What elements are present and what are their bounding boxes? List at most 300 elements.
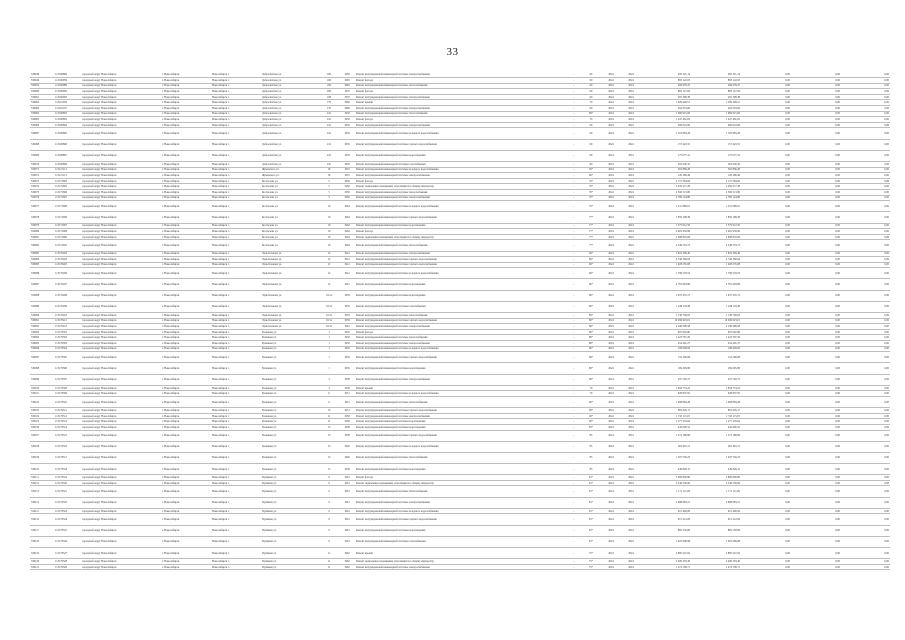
table-cell: 2024 <box>621 150 641 161</box>
table-cell: 1958 <box>339 374 355 385</box>
table-cell: городской округ Новосибирск <box>81 78 161 84</box>
table-cell: Новосибирск г. <box>211 313 261 319</box>
table-cell: Новосибирск г. <box>211 318 261 324</box>
table-cell: 2024 <box>601 106 621 112</box>
table-cell: Ремонт внутридомовой инженерной системы электроснабжения <box>355 374 567 385</box>
table-cell: 2024 <box>601 341 621 347</box>
table-cell: Ремонт внутридомовой инженерной системы водоотведения <box>355 419 567 425</box>
table-cell: 0,00 <box>741 419 791 425</box>
table-cell: 330066 <box>30 122 54 128</box>
table-cell: 0,00 <box>791 178 841 184</box>
table-cell: Ремонт внутридомовой инженерной системы холодного водоснабжения <box>355 441 567 452</box>
table-cell: 0,00 <box>741 547 791 558</box>
table-cell: 330072 <box>30 173 54 179</box>
table-cell: 1 818 774,22 <box>641 385 691 391</box>
table-cell: - <box>567 167 581 173</box>
table-cell: городской округ Новосибирск <box>81 514 161 525</box>
table-cell: 0,00 <box>791 346 841 352</box>
table-cell: 0,00 <box>841 290 890 301</box>
table-cell: Ермакова ул. <box>261 363 319 374</box>
table-cell: 330049 <box>30 78 54 84</box>
table-cell: 330112 <box>30 480 54 486</box>
table-cell: 302 866,28 <box>691 167 741 173</box>
table-cell: 2024 <box>621 257 641 263</box>
table-cell: 2024 <box>601 167 621 173</box>
table-cell: Ремонт внутридомовой инженерной системы холодного водоснабжения <box>355 508 567 514</box>
table-cell: 0,00 <box>741 525 791 536</box>
table-cell: 0,00 <box>841 363 890 374</box>
table-cell: 70* <box>581 201 601 212</box>
table-cell: 4 781 993,89 <box>641 279 691 290</box>
table-cell: Пушкина ул. <box>261 480 319 486</box>
table-cell: 1959 <box>339 139 355 150</box>
table-cell: Ермакова ул. <box>261 352 319 363</box>
table-cell: 0,00 <box>741 279 791 290</box>
table-cell: 0,00 <box>741 201 791 212</box>
table-cell: 1951 <box>339 408 355 414</box>
table-cell: Новосибирск г. <box>211 195 261 201</box>
table-cell: Лунь Кохнова ул. <box>261 313 319 319</box>
table-cell: 2024 <box>621 464 641 475</box>
table-cell: 1964 <box>339 240 355 251</box>
table-cell: Новосибирск г. <box>211 279 261 290</box>
table-cell: 113176508 <box>54 385 81 391</box>
table-cell: Ремонт внутридомовой инженерной системы электроснабжения <box>355 341 567 347</box>
table-cell: - <box>567 335 581 341</box>
table-cell: Ремонт внутридомовой инженерной системы электроснабжения <box>355 413 567 419</box>
table-cell: Ремонт внутридомовой инженерной системы горячего водоснабжения <box>355 430 567 441</box>
table-cell: г. Новосибирск <box>161 374 211 385</box>
table-row <box>30 139 890 150</box>
table-cell: 2024 <box>621 346 641 352</box>
table-cell: 3 <box>319 385 339 391</box>
table-cell: городской округ Новосибирск <box>81 408 161 414</box>
table-cell: - <box>567 419 581 425</box>
table-cell: 2024 <box>601 486 621 497</box>
table-cell: 2024 <box>621 122 641 128</box>
table-cell: Ремонт внутридомовой инженерной системы теплоснабжения <box>355 83 567 89</box>
table-cell: 0,00 <box>741 139 791 150</box>
table-cell: Костычева ул. <box>261 184 319 190</box>
table-cell: 10 <box>319 212 339 223</box>
table-cell: 113176517 <box>54 452 81 463</box>
table-cell: 0,00 <box>841 313 890 319</box>
table-cell: 85* <box>581 424 601 430</box>
table-cell: Новосибирск г. <box>211 234 261 240</box>
table-cell: 0,00 <box>741 329 791 335</box>
table-cell: Новосибирск г. <box>211 100 261 106</box>
table-cell: г. Новосибирск <box>161 229 211 235</box>
table-cell: - <box>567 189 581 195</box>
table-cell: 2024 <box>601 525 621 536</box>
table-cell: г. Новосибирск <box>161 346 211 352</box>
table-cell: городской округ Новосибирск <box>81 396 161 407</box>
table-cell: 0,00 <box>841 279 890 290</box>
table-cell: Лунь Кохнова ул. <box>261 318 319 324</box>
table-cell: городской округ Новосибирск <box>81 106 161 112</box>
table-cell: 330094 <box>30 335 54 341</box>
table-cell: г. Новосибирск <box>161 536 211 547</box>
table-cell: 2024 <box>621 189 641 195</box>
table-cell: 0,00 <box>791 167 841 173</box>
table-cell: Ремонт внутридомовой инженерной системы горячего водоснабжения <box>355 514 567 525</box>
table-cell: 0,00 <box>741 195 791 201</box>
table-cell: - <box>567 508 581 514</box>
table-cell: 2024 <box>621 100 641 106</box>
table-cell: - <box>567 122 581 128</box>
table-cell: 2024 <box>601 78 621 84</box>
table-cell: 0,00 <box>791 89 841 95</box>
table-cell: городской округ Новосибирск <box>81 441 161 452</box>
table-cell: 3 546 536,99 <box>641 480 691 486</box>
table-cell: - <box>567 564 581 570</box>
table-cell: 2024 <box>621 106 641 112</box>
table-cell: 60 <box>581 94 601 100</box>
table-cell: Новосибирск г. <box>211 212 261 223</box>
table-cell: Костычева ул. <box>261 234 319 240</box>
table-cell: 241 <box>319 111 339 117</box>
table-cell: 106 928,93 <box>641 346 691 352</box>
table-cell: 0,00 <box>741 313 791 319</box>
table-cell: Добролюбова ул. <box>261 139 319 150</box>
table-cell: Новосибирск г. <box>211 106 261 112</box>
table-cell: 60 <box>581 89 601 95</box>
table-cell: 330061 <box>30 94 54 100</box>
table-cell: 113121113 <box>54 173 81 179</box>
table-cell: - <box>567 313 581 319</box>
table-cell: Ремонт внутридомовой инженерной системы электроснабжения <box>355 94 567 100</box>
table-cell: 2024 <box>621 514 641 525</box>
table-cell: 2 698 810,09 <box>641 234 691 240</box>
table-cell: 2024 <box>621 223 641 229</box>
table-cell: Ремонт внутридомовой инженерной системы водоотведения <box>355 464 567 475</box>
table-cell: Ремонт крыши <box>355 385 567 391</box>
table-cell: 1 796 518,53 <box>691 268 741 279</box>
table-cell: Ремонт внутридомовой инженерной системы холодного водоснабжения <box>355 128 567 139</box>
table-cell: 330069 <box>30 150 54 161</box>
table-cell: 1959 <box>339 150 355 161</box>
table-cell: 1955 <box>339 167 355 173</box>
table-cell: 1958 <box>339 424 355 430</box>
table-cell: 0,00 <box>791 139 841 150</box>
table-cell: городской округ Новосибирск <box>81 212 161 223</box>
table-cell: 1959 <box>339 162 355 168</box>
table-cell: - <box>567 234 581 240</box>
table-cell: 60 <box>581 106 601 112</box>
table-cell: Новосибирск г. <box>211 536 261 547</box>
table-cell: Новосибирск г. <box>211 117 261 123</box>
table-cell: 0,00 <box>791 318 841 324</box>
table-cell: Добролюбова ул. <box>261 106 319 112</box>
table-row <box>30 268 890 279</box>
table-cell: 2024 <box>621 391 641 397</box>
table-cell: 330087 <box>30 279 54 290</box>
table-cell: 60 <box>581 128 601 139</box>
table-cell: 0,00 <box>791 536 841 547</box>
table-cell: 2024 <box>621 329 641 335</box>
table-cell: 2024 <box>621 497 641 508</box>
table-cell: 1 231 680,01 <box>641 201 691 212</box>
table-cell: 75* <box>581 547 601 558</box>
table-cell: 0,00 <box>741 497 791 508</box>
table-cell: 113176525 <box>54 525 81 536</box>
table-cell: 0,00 <box>741 257 791 263</box>
table-cell: 0,00 <box>791 374 841 385</box>
table-cell: Ремонт крыши <box>355 547 567 558</box>
table-cell: 1961 <box>339 475 355 481</box>
table-cell: 2024 <box>621 195 641 201</box>
table-cell: 2024 <box>621 162 641 168</box>
table-cell: 0,00 <box>841 262 890 268</box>
table-cell: Ермакова ул. <box>261 408 319 414</box>
table-cell: г. Новосибирск <box>161 547 211 558</box>
table-cell: 330086 <box>30 268 54 279</box>
table-cell: Ремонт внутридомовой инженерной системы горячего водоснабжения <box>355 257 567 263</box>
table-cell: городской округ Новосибирск <box>81 313 161 319</box>
table-cell: городской округ Новосибирск <box>81 122 161 128</box>
table-cell: 2024 <box>621 441 641 452</box>
table-cell: 2024 <box>601 452 621 463</box>
table-cell: 113176504 <box>54 346 81 352</box>
table-cell: г. Новосибирск <box>161 396 211 407</box>
table-cell: Новосибирск г. <box>211 251 261 257</box>
table-cell: 9 <box>319 480 339 486</box>
table-cell: Лунь Кохнова ул. <box>261 262 319 268</box>
table-cell: 113170409 <box>54 301 81 312</box>
table-cell: 2024 <box>621 262 641 268</box>
table-cell: 12 <box>319 262 339 268</box>
table-cell: Добролюбова ул. <box>261 150 319 161</box>
table-cell: 1958 <box>339 430 355 441</box>
table-cell: 0,00 <box>791 413 841 419</box>
table-cell: 0,00 <box>791 150 841 161</box>
table-cell: 50* <box>581 167 601 173</box>
table-cell: г. Новосибирск <box>161 413 211 419</box>
table-cell: Новосибирск г. <box>211 240 261 251</box>
table-cell: городской округ Новосибирск <box>81 391 161 397</box>
table-cell: городской округ Новосибирск <box>81 363 161 374</box>
table-cell: 1965 <box>339 78 355 84</box>
table-cell: - <box>567 391 581 397</box>
table-cell: 166 <box>319 78 339 84</box>
table-cell: 1959 <box>339 341 355 347</box>
table-cell: - <box>567 223 581 229</box>
table-cell: 330090 <box>30 313 54 319</box>
table-cell: 2024 <box>621 559 641 565</box>
table-cell: 2024 <box>601 279 621 290</box>
table-cell: 330092 <box>30 324 54 330</box>
table-cell: г. Новосибирск <box>161 352 211 363</box>
table-cell: 285 321,14 <box>691 72 741 78</box>
table-cell: 1 171 111,09 <box>641 486 691 497</box>
table-cell: городской округ Новосибирск <box>81 150 161 161</box>
table-cell: Костычева ул. <box>261 212 319 223</box>
table-row <box>30 430 890 441</box>
table-cell: Жуковского ул. <box>261 167 319 173</box>
table-cell: г. Новосибирск <box>161 150 211 161</box>
table-cell: 0,00 <box>791 385 841 391</box>
table-cell: 330107 <box>30 430 54 441</box>
table-cell: 80* <box>581 313 601 319</box>
table-row <box>30 279 890 290</box>
table-cell: - <box>567 329 581 335</box>
table-cell: 2024 <box>621 78 641 84</box>
table-cell: - <box>567 262 581 268</box>
table-cell: 113161032 <box>54 100 81 106</box>
table-cell: - <box>567 117 581 123</box>
table-cell: 2024 <box>621 94 641 100</box>
table-cell: 1 209 448,51 <box>691 100 741 106</box>
table-cell: 2024 <box>601 251 621 257</box>
table-cell: 1961 <box>339 514 355 525</box>
table-cell: Ремонт внутридомовой инженерной системы водоотведения <box>355 150 567 161</box>
table-cell: 1 745 115,67 <box>691 413 741 419</box>
table-cell: 10 269 923,01 <box>691 318 741 324</box>
table-cell: 442 600,52 <box>691 424 741 430</box>
table-cell: 0,00 <box>741 424 791 430</box>
table-cell: г. Новосибирск <box>161 257 211 263</box>
table-cell: 2024 <box>621 268 641 279</box>
table-cell: 2024 <box>621 318 641 324</box>
table-row <box>30 290 890 301</box>
table-cell: 113176502 <box>54 335 81 341</box>
table-cell: Ермакова ул. <box>261 452 319 463</box>
table-cell: 481 945,11 <box>691 441 741 452</box>
table-cell: городской округ Новосибирск <box>81 229 161 235</box>
table-cell: Добролюбова ул. <box>261 117 319 123</box>
table-cell: 2024 <box>601 318 621 324</box>
table-cell: 2024 <box>621 352 641 363</box>
table-cell: Костычева ул. <box>261 178 319 184</box>
table-cell: - <box>567 162 581 168</box>
table-cell: Новосибирск г. <box>211 391 261 397</box>
table-cell: 0,00 <box>741 262 791 268</box>
table-cell: 2024 <box>601 72 621 78</box>
table-cell: 2024 <box>601 173 621 179</box>
table-cell: 113160993 <box>54 94 81 100</box>
table-cell: 330097 <box>30 352 54 363</box>
table-cell: Новосибирск г. <box>211 324 261 330</box>
table-cell: 0,00 <box>791 396 841 407</box>
table-cell: городской округ Новосибирск <box>81 189 161 195</box>
table-cell: г. Новосибирск <box>161 100 211 106</box>
table-cell: городской округ Новосибирск <box>81 508 161 514</box>
table-cell: Ермакова ул. <box>261 419 319 425</box>
table-cell: 1 818 774,22 <box>691 385 741 391</box>
table-cell: 113176520 <box>54 480 81 486</box>
table-cell: - <box>567 229 581 235</box>
table-cell: Ремонт подвальных помещений, относящихся к общему имуществу <box>355 480 567 486</box>
table-cell: 2024 <box>601 480 621 486</box>
table-cell: 2024 <box>621 128 641 139</box>
table-cell: 70* <box>581 195 601 201</box>
table-cell: - <box>567 475 581 481</box>
table-cell: 1941 <box>339 251 355 257</box>
table-cell: 113170411 <box>54 318 81 324</box>
table-cell: 330114 <box>30 497 54 508</box>
table-cell: 113175605 <box>54 184 81 190</box>
table-cell: 0,00 <box>741 430 791 441</box>
table-cell: - <box>567 111 581 117</box>
table-cell: 113160808 <box>54 162 81 168</box>
table-cell: Новосибирск г. <box>211 564 261 570</box>
table-cell: 2024 <box>601 234 621 240</box>
table-cell: 330095 <box>30 341 54 347</box>
table-cell: 0,00 <box>841 318 890 324</box>
table-cell: - <box>567 341 581 347</box>
table-cell: 0,00 <box>791 313 841 319</box>
table-cell: 915 212,09 <box>641 514 691 525</box>
table-cell: 330121 <box>30 564 54 570</box>
table-cell: 330093 <box>30 329 54 335</box>
table-cell: г. Новосибирск <box>161 363 211 374</box>
table-cell: г. Новосибирск <box>161 212 211 223</box>
table-cell: Новосибирск г. <box>211 178 261 184</box>
table-cell: 2024 <box>621 139 641 150</box>
table-cell: Костычева ул. <box>261 240 319 251</box>
table-cell: 0,00 <box>841 329 890 335</box>
table-cell: - <box>567 514 581 525</box>
table-row <box>30 150 890 161</box>
table-cell: - <box>567 128 581 139</box>
table-cell: 241 <box>319 128 339 139</box>
table-row <box>30 301 890 312</box>
table-cell: 330073 <box>30 178 54 184</box>
table-cell: г. Новосибирск <box>161 184 211 190</box>
table-cell: 330079 <box>30 223 54 229</box>
table-cell: - <box>567 279 581 290</box>
table-cell: 2024 <box>621 419 641 425</box>
table-cell: 10 <box>319 229 339 235</box>
table-cell: 11 <box>319 547 339 558</box>
table-cell: 0,00 <box>841 497 890 508</box>
table-cell: Ремонт фасада <box>355 78 567 84</box>
table-cell: 1960 <box>339 100 355 106</box>
table-cell: Новосибирск г. <box>211 525 261 536</box>
table-cell: - <box>567 424 581 430</box>
table-cell: 1961 <box>339 497 355 508</box>
table-cell: 0,00 <box>841 413 890 419</box>
table-cell: 1 277 216,64 <box>641 419 691 425</box>
table-cell: Новосибирск г. <box>211 452 261 463</box>
table-cell: 0,00 <box>841 111 890 117</box>
table-cell: Костычева ул. <box>261 189 319 195</box>
table-cell: Ермакова ул. <box>261 335 319 341</box>
table-cell: 2 789 144,89 <box>641 195 691 201</box>
table-cell: 0,00 <box>791 189 841 195</box>
table-cell: Добролюбова ул. <box>261 111 319 117</box>
table-cell: 80* <box>581 111 601 117</box>
table-cell: 0,00 <box>841 324 890 330</box>
table-cell: 1 297 559,23 <box>641 452 691 463</box>
table-cell: 113160802 <box>54 117 81 123</box>
table-cell: - <box>567 72 581 78</box>
table-cell: 60* <box>581 279 601 290</box>
table-cell: г. Новосибирск <box>161 441 211 452</box>
table-cell: г. Новосибирск <box>161 514 211 525</box>
table-cell: 0,00 <box>791 430 841 441</box>
table-cell: 2024 <box>601 229 621 235</box>
capital-repair-table <box>30 72 890 570</box>
table-cell: г. Новосибирск <box>161 452 211 463</box>
table-cell: 0,00 <box>791 223 841 229</box>
table-cell: 0,00 <box>791 559 841 565</box>
table-cell: 113176506 <box>54 363 81 374</box>
table-cell: 0,00 <box>791 262 841 268</box>
table-cell: 330071 <box>30 167 54 173</box>
table-cell: 5 <box>319 189 339 195</box>
table-cell: 2024 <box>601 94 621 100</box>
